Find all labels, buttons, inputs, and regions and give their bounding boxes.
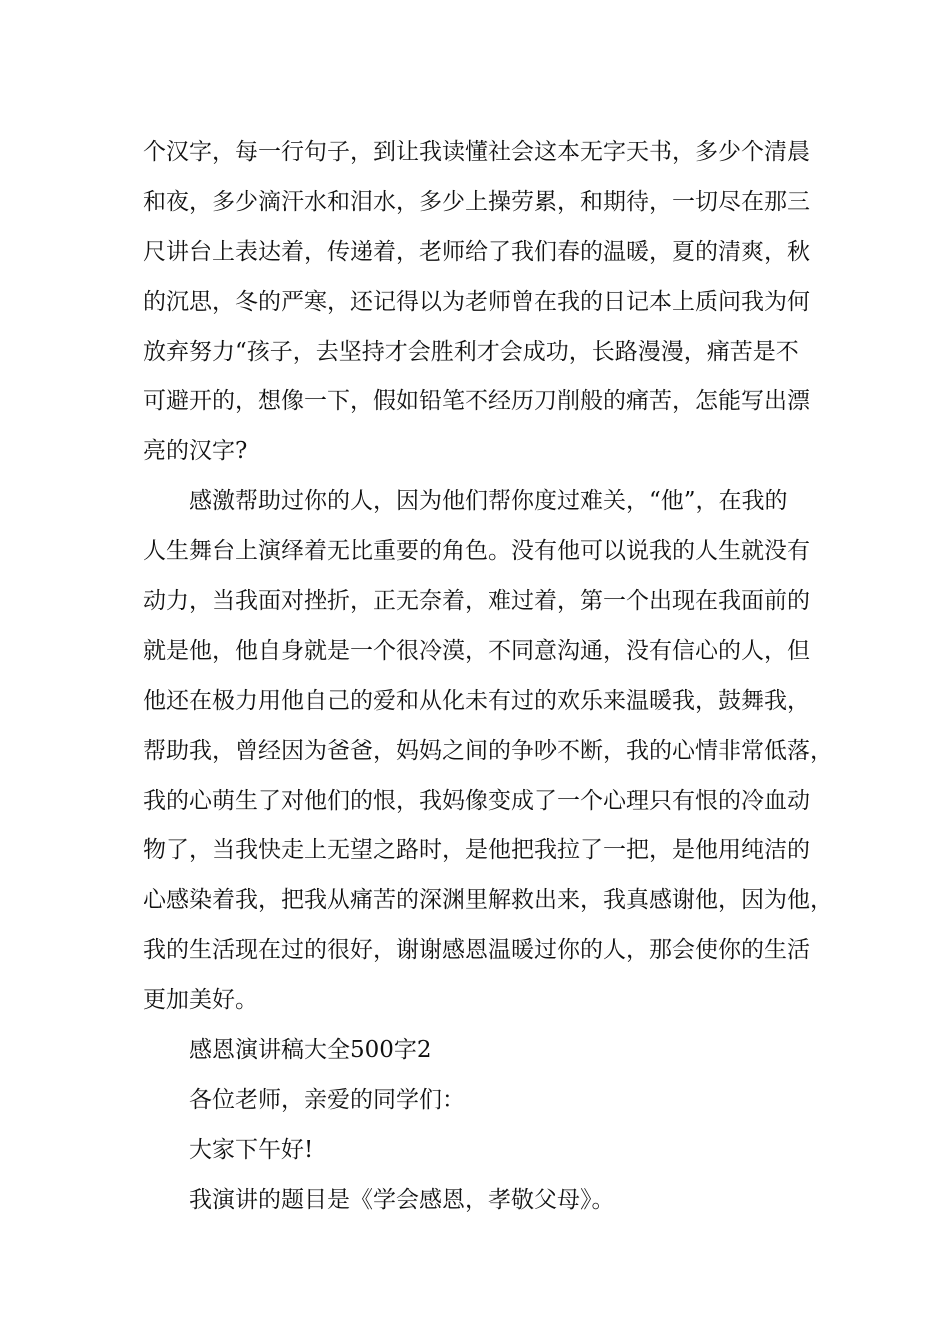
text-line: 个汉字，每一行句子，到让我读懂社会这本无字天书，多少个清晨	[143, 139, 810, 165]
text-line: 人生舞台上演绎着无比重要的角色。没有他可以说我的人生就没有	[143, 538, 810, 565]
text-line: 动力，当我面对挫折，正无奈着，难过着，第一个出现在我面前的	[143, 588, 810, 615]
text-line: 放弃努力“孩子，去坚持才会胜利才会成功，长路漫漫，痛苦是不	[143, 338, 799, 365]
document-body	[143, 128, 833, 1226]
text-line: 尺讲台上表达着，传递着，老师给了我们春的温暖，夏的清爽，秋	[143, 238, 810, 265]
text-line: 感激帮助过你的人，因为他们帮你度过难关，“他”，在我的	[189, 488, 788, 515]
text-line: 他还在极力用他自己的爱和从化未有过的欢乐来温暖我，鼓舞我，	[143, 687, 810, 714]
text-line: 心感染着我，把我从痛苦的深渊里解救出来，我真感谢他，因为他，	[143, 887, 833, 914]
text-line: 物了，当我快走上无望之路时，是他把我拉了一把，是他用纯洁的	[143, 837, 810, 864]
text-line: 和夜，多少滴汗水和泪水，多少上操劳累，和期待，一切尽在那三	[143, 188, 810, 215]
text-line: 我的生活现在过的很好，谢谢感恩温暖过你的人，那会使你的生活	[143, 937, 810, 964]
text-line: 可避开的，想像一下，假如铅笔不经历刀削般的痛苦，怎能写出漂	[143, 388, 810, 415]
paragraph-1	[143, 128, 823, 477]
text-line: 更加美好。	[143, 987, 258, 1014]
text-line: 我的心萌生了对他们的恨，我妈像变成了一个心理只有恨的冷血动	[143, 787, 810, 814]
salutation: 各位老师，亲爱的同学们：	[189, 1086, 465, 1113]
speech-topic: 我演讲的题目是《学会感恩，孝敬父母》。	[189, 1186, 615, 1213]
paragraph-2	[143, 477, 833, 1026]
text-line: 的沉思，冬的严寒，还记得以为老师曾在我的日记本上质问我为何	[143, 288, 810, 315]
greeting: 大家下午好!	[189, 1136, 314, 1163]
text-line: 就是他，他自身就是一个很冷漠，不同意沟通，没有信心的人，但	[143, 637, 810, 664]
text-line: 亮的汉字?	[143, 438, 248, 465]
text-line: 帮助我，曾经因为爸爸，妈妈之间的争吵不断，我的心情非常低落，	[143, 737, 833, 764]
section-heading: 感恩演讲稿大全500字2	[189, 1037, 432, 1064]
